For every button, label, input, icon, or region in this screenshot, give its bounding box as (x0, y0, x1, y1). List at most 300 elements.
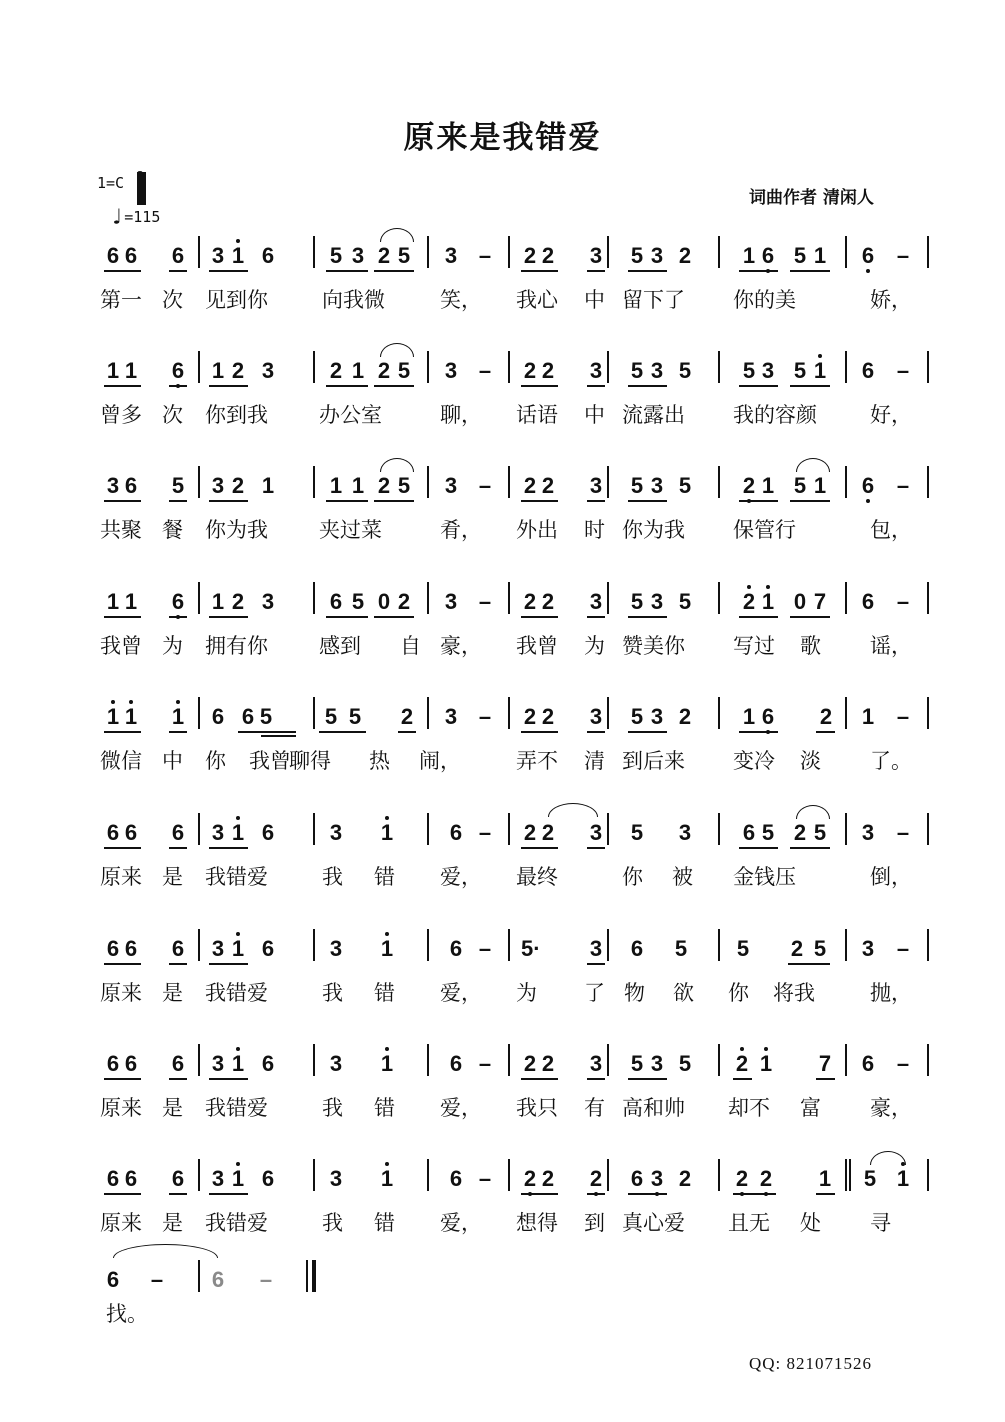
note (259, 1052, 277, 1076)
octave-up-dot (764, 1047, 768, 1051)
octave-up-dot (385, 816, 389, 820)
note (521, 474, 539, 498)
bar-line (845, 1044, 847, 1076)
lyric-segment: 办公室 (319, 403, 382, 427)
note (587, 359, 605, 383)
note-glyph: 6 (329, 589, 343, 614)
sustain-dash (148, 1268, 166, 1292)
beat-underline (374, 270, 414, 272)
notation-row (0, 927, 1005, 971)
beat-underline (587, 847, 605, 849)
note-glyph: 6 (261, 1051, 275, 1076)
lyric-segment: 中 (584, 403, 605, 427)
note (587, 1052, 605, 1076)
note-glyph: – (478, 243, 492, 268)
note-glyph: 6 (171, 820, 185, 845)
note (327, 590, 345, 614)
octave-up-dot (818, 354, 822, 358)
bar-line (198, 929, 200, 961)
octave-up-dot (385, 1162, 389, 1166)
lyric-segment: 倒， (870, 865, 912, 889)
note-glyph: 5 (351, 589, 365, 614)
beat-underline (587, 731, 605, 733)
lyrics-row (0, 1092, 1005, 1122)
beat-underline (816, 731, 835, 733)
note (676, 1052, 694, 1076)
note-glyph: 3 (650, 358, 664, 383)
beat-underline (587, 1193, 605, 1195)
notation-row (0, 234, 1005, 278)
lyric-segment: 找。 (106, 1302, 148, 1326)
lyrics-row (0, 514, 1005, 544)
lyrics-row (0, 284, 1005, 314)
note-glyph: 2 (678, 704, 692, 729)
lyric-segment: 真心爱 (622, 1211, 685, 1235)
lyric-segment: 是 (162, 1211, 183, 1235)
note (327, 244, 345, 268)
note (229, 821, 247, 845)
note-glyph: 3 (329, 1051, 343, 1076)
note (122, 705, 140, 729)
bar-line (313, 1159, 315, 1191)
note-glyph: 6 (861, 358, 875, 383)
octave-up-dot (766, 585, 770, 589)
lyric-segment: 聊得 (289, 749, 331, 773)
note-glyph: 5 (259, 704, 273, 729)
sustain-dash (894, 244, 912, 268)
note (759, 244, 777, 268)
note (229, 590, 247, 614)
beat-underline (169, 847, 187, 849)
octave-up-dot (236, 239, 240, 243)
beat-underline (209, 616, 248, 618)
tie-arc (380, 228, 414, 242)
note-glyph: 2 (377, 358, 391, 383)
note-glyph: 3 (211, 1051, 225, 1076)
note-glyph: 3 (444, 358, 458, 383)
note-glyph: 5 (329, 243, 343, 268)
note-glyph: 2 (377, 473, 391, 498)
bar-line (845, 929, 847, 961)
note (229, 474, 247, 498)
beat-underline (733, 1193, 776, 1195)
sustain-dash (894, 705, 912, 729)
note (628, 474, 646, 498)
note-glyph: 6 (171, 1166, 185, 1191)
note-glyph: 2 (678, 1166, 692, 1191)
note (740, 474, 758, 498)
bar-line (607, 351, 609, 383)
lyric-segment: 原来 (100, 865, 142, 889)
note (104, 937, 122, 961)
note-glyph: 3 (589, 243, 603, 268)
note-glyph: 6 (761, 243, 775, 268)
note-glyph: 5 (630, 820, 644, 845)
lyric-segment: 次 (162, 288, 183, 312)
note-glyph: 5 (630, 243, 644, 268)
note (378, 1052, 396, 1076)
note (539, 1052, 557, 1076)
note (395, 474, 413, 498)
note (628, 590, 646, 614)
bar-line (607, 1159, 609, 1191)
bar-line (718, 466, 720, 498)
beat-underline (326, 270, 368, 272)
beat-underline (790, 847, 830, 849)
note (375, 244, 393, 268)
note-glyph: 2 (377, 243, 391, 268)
bar-line (845, 582, 847, 614)
bar-line (198, 1044, 200, 1076)
note (587, 705, 605, 729)
beat-underline (104, 847, 141, 849)
note-glyph: 6 (171, 243, 185, 268)
note (539, 244, 557, 268)
note (861, 1167, 879, 1191)
note (122, 474, 140, 498)
note (169, 359, 187, 383)
note-glyph: – (478, 820, 492, 845)
beat-underline (326, 385, 368, 387)
notation-row (0, 349, 1005, 393)
note (104, 244, 122, 268)
lyric-segment: 你 (728, 981, 749, 1005)
note-glyph: 3 (761, 358, 775, 383)
note (209, 937, 227, 961)
note-glyph: 6 (761, 704, 775, 729)
note (169, 244, 187, 268)
sustain-dash (894, 359, 912, 383)
lyric-segment: 中 (584, 288, 605, 312)
notation-row (0, 464, 1005, 508)
note-glyph: 6 (171, 358, 185, 383)
note-glyph: 1 (351, 358, 365, 383)
note (676, 705, 694, 729)
note-glyph: 6 (106, 1051, 120, 1076)
lyric-segment: 我曾 (249, 749, 291, 773)
quarter-note-icon: ♩ (110, 205, 124, 230)
note-glyph: 3 (211, 473, 225, 498)
beat-underline (628, 731, 667, 733)
lyric-segment: 话语 (516, 403, 558, 427)
note (859, 359, 877, 383)
beat-underline (587, 500, 605, 502)
note (587, 244, 605, 268)
note-glyph: 2 (397, 589, 411, 614)
octave-down-dot (866, 269, 870, 273)
note-glyph: 3 (589, 704, 603, 729)
note (521, 821, 539, 845)
note (676, 821, 694, 845)
lyric-segment: 寻 (870, 1211, 891, 1235)
lyric-segment: 爱， (440, 1096, 482, 1120)
note (648, 1167, 666, 1191)
sustain-dash (894, 474, 912, 498)
bar-line (927, 351, 929, 383)
note (894, 1167, 912, 1191)
sustain-dash (476, 937, 494, 961)
note-glyph: 6 (106, 936, 120, 961)
note-glyph: 5 (171, 473, 185, 498)
note-glyph: 1 (231, 936, 245, 961)
lyric-segment: 了。 (870, 749, 912, 773)
note (791, 359, 809, 383)
note-glyph: 6 (124, 1166, 138, 1191)
note-glyph: 1 (231, 1051, 245, 1076)
octave-up-dot (236, 816, 240, 820)
note-glyph: – (478, 358, 492, 383)
bar-line (508, 466, 510, 498)
note-glyph: 2 (742, 589, 756, 614)
lyric-segment: 原来 (100, 981, 142, 1005)
lyric-segment: 好， (870, 403, 912, 427)
note (346, 705, 364, 729)
lyric-segment: 为 (584, 634, 605, 658)
note-glyph: 5 (630, 589, 644, 614)
note (733, 1052, 751, 1076)
note (521, 1052, 539, 1076)
note (322, 705, 340, 729)
beat-underline (816, 1078, 835, 1080)
beat-underline (739, 731, 778, 733)
note-glyph: 3 (261, 589, 275, 614)
lyrics-row (0, 745, 1005, 775)
note-glyph: 1 (106, 358, 120, 383)
note-glyph: 3 (329, 1166, 343, 1191)
note-glyph: 6 (261, 1166, 275, 1191)
note (791, 244, 809, 268)
note-glyph: 3 (650, 243, 664, 268)
note-glyph: 5 (674, 936, 688, 961)
octave-up-dot (176, 700, 180, 704)
note (395, 590, 413, 614)
note-glyph: 5 (397, 358, 411, 383)
note (169, 821, 187, 845)
note-glyph: 1 (106, 589, 120, 614)
beat-underline (104, 1078, 141, 1080)
bar-line (927, 1159, 929, 1191)
beat-underline (790, 270, 830, 272)
lyric-segment: 错 (374, 981, 395, 1005)
sustain-dash (476, 705, 494, 729)
lyric-segment: 你为我 (622, 518, 685, 542)
note-glyph: 5 (678, 1051, 692, 1076)
note (628, 705, 646, 729)
note (740, 821, 758, 845)
note-glyph: 5 (630, 473, 644, 498)
lyric-segment: 为 (516, 981, 537, 1005)
sustain-dash (476, 244, 494, 268)
note (859, 244, 877, 268)
note-glyph: 6 (106, 1267, 120, 1292)
note-glyph: 6 (449, 1051, 463, 1076)
lyrics-row (0, 399, 1005, 429)
beat-underline (521, 847, 558, 849)
note-glyph: 3 (444, 589, 458, 614)
beat-underline (169, 963, 187, 965)
bar-line (607, 1044, 609, 1076)
lyrics-row (0, 977, 1005, 1007)
notation-row (0, 811, 1005, 855)
lyric-segment: 曾多 (100, 403, 142, 427)
note-glyph: 2 (523, 243, 537, 268)
lyric-segment: 第一 (100, 288, 142, 312)
note (539, 821, 557, 845)
octave-up-dot (385, 1047, 389, 1051)
bar-line (427, 236, 429, 268)
lyric-segment: 欲 (673, 981, 694, 1005)
note (442, 244, 460, 268)
note-glyph: 5 (397, 243, 411, 268)
lyric-segment: 我错爱 (205, 1211, 268, 1235)
note (859, 821, 877, 845)
note (327, 474, 345, 498)
note (104, 1268, 122, 1292)
note-glyph: 3 (650, 704, 664, 729)
beat-underline (790, 385, 830, 387)
beat-underline (209, 270, 248, 272)
bar-line (508, 813, 510, 845)
note (587, 474, 605, 498)
note (209, 705, 227, 729)
note-glyph: 3 (650, 473, 664, 498)
note (104, 359, 122, 383)
note (398, 705, 416, 729)
note (759, 590, 777, 614)
note-glyph: 2 (400, 704, 414, 729)
bar-line (845, 1159, 847, 1191)
note (327, 359, 345, 383)
note (539, 590, 557, 614)
beat-underline (790, 500, 830, 502)
tie-arc (113, 1244, 218, 1258)
beat-underline (521, 1078, 558, 1080)
lyric-segment: 外出 (516, 518, 558, 542)
notation-row (0, 1157, 1005, 1201)
note (648, 1052, 666, 1076)
note (628, 244, 646, 268)
note-glyph: 3 (444, 473, 458, 498)
bar-line (845, 236, 847, 268)
note-glyph: 1 (124, 358, 138, 383)
tempo-value: =115 (124, 208, 161, 226)
note-glyph: 1 (813, 473, 827, 498)
note-glyph: 6 (630, 1166, 644, 1191)
sustain-dash (476, 474, 494, 498)
note (811, 821, 829, 845)
bar-line (607, 236, 609, 268)
lyric-segment: 微信 (100, 749, 142, 773)
beat-underline (628, 616, 667, 618)
notation-row (0, 1258, 1005, 1302)
lyric-segment: 弄不 (516, 749, 558, 773)
lyric-segment: 抛， (870, 981, 912, 1005)
lyric-segment: 向我微 (322, 288, 385, 312)
note (259, 821, 277, 845)
bar-line (508, 1159, 510, 1191)
note-glyph: 1 (231, 243, 245, 268)
note-glyph: 2 (231, 589, 245, 614)
note-glyph: 6 (124, 243, 138, 268)
note (521, 590, 539, 614)
bar-line (313, 697, 315, 729)
lyric-segment: 是 (162, 865, 183, 889)
note-glyph: 2 (759, 1166, 773, 1191)
note-glyph: 0 (793, 589, 807, 614)
note (811, 359, 829, 383)
lyric-segment: 将我 (773, 981, 815, 1005)
lyric-segment: 有 (584, 1096, 605, 1120)
lyric-segment: 被 (672, 865, 693, 889)
note (811, 937, 829, 961)
note-glyph: 1 (171, 704, 185, 729)
beat-underline (169, 500, 187, 502)
note-glyph: 2 (819, 704, 833, 729)
note (442, 590, 460, 614)
bar-line (718, 1044, 720, 1076)
note (733, 1167, 751, 1191)
note-glyph: – (478, 704, 492, 729)
note-glyph: 5 (793, 473, 807, 498)
lyric-segment: 我 (322, 1211, 343, 1235)
note (327, 937, 345, 961)
bar-line (927, 466, 929, 498)
beat-underline (319, 731, 366, 733)
note-glyph: 1 (813, 243, 827, 268)
note (229, 1167, 247, 1191)
note (816, 1167, 834, 1191)
note (740, 244, 758, 268)
note-glyph: – (896, 243, 910, 268)
bar-line (427, 351, 429, 383)
octave-up-dot (111, 700, 115, 704)
lyric-segment: 爱， (440, 981, 482, 1005)
lyrics-row (0, 630, 1005, 660)
note-glyph: 3 (106, 473, 120, 498)
note-glyph: – (478, 1051, 492, 1076)
note-glyph: – (259, 1267, 273, 1292)
note (648, 359, 666, 383)
bar-line (313, 813, 315, 845)
beat-underline (521, 616, 558, 618)
note (104, 821, 122, 845)
note-glyph: 3 (650, 1051, 664, 1076)
note (104, 474, 122, 498)
note-glyph: 6 (449, 820, 463, 845)
note-glyph: 3 (589, 936, 603, 961)
lyric-segment: 最终 (516, 865, 558, 889)
octave-down-dot (866, 499, 870, 503)
note-glyph: 6 (171, 1051, 185, 1076)
note (375, 474, 393, 498)
beat-underline (169, 1193, 187, 1195)
sustain-dash (476, 590, 494, 614)
lyric-segment: 我心 (516, 288, 558, 312)
note (378, 937, 396, 961)
note-glyph: 5 (793, 358, 807, 383)
note-glyph: 1 (861, 704, 875, 729)
lyric-segment: 你 (622, 865, 643, 889)
bar-line (718, 1159, 720, 1191)
lyric-segment: 拥有你 (205, 634, 268, 658)
note (759, 705, 777, 729)
note (759, 474, 777, 498)
lyric-segment: 你的美 (733, 288, 796, 312)
beat-underline (104, 1193, 141, 1195)
lyric-segment: 豪， (870, 1096, 912, 1120)
beat-underline (169, 270, 187, 272)
beat-underline (790, 616, 830, 618)
